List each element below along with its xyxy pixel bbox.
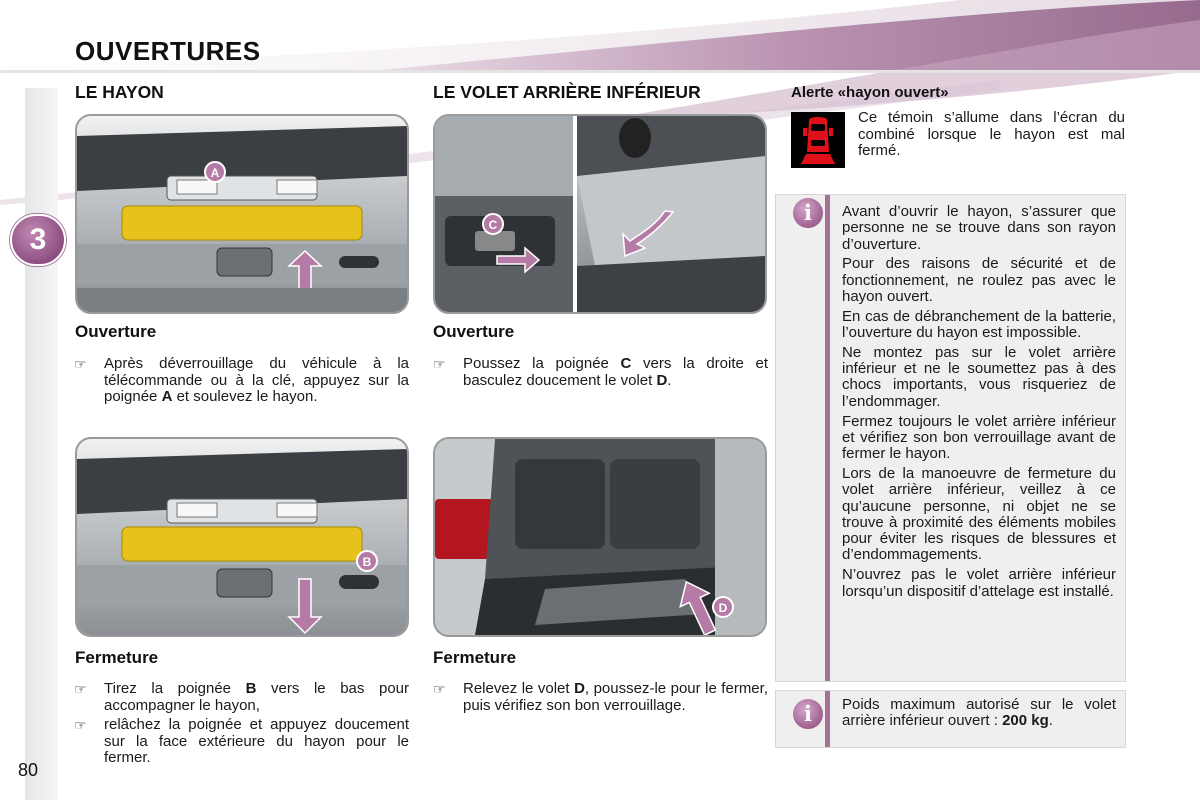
volet-close-heading: Fermeture <box>433 648 517 667</box>
pointing-hand-icon: ☞ <box>74 681 87 697</box>
volet-open-instruction: ☞ Poussez la poignée C vers la droite et basculez doucement le volet D. <box>433 355 768 389</box>
hayon-open-heading: Ouverture <box>75 322 157 341</box>
hayon-section-title: LE HAYON <box>75 82 164 102</box>
info-paragraph: N’ouvrez pas le volet arrière inférieur lorsqu’un dispositif d’attelage est installé. <box>842 566 1116 600</box>
info-paragraph: Ne montez pas sur le volet arrière inférieur et ne le soumettez pas à des chocs importants, vous risqueriez de l’endommager. <box>842 343 1116 410</box>
pointing-hand-icon: ☞ <box>74 356 87 372</box>
hayon-open-instruction: ☞ Après déverrouillage du véhicule à la télécommande ou à la clé, appuyez sur la poignée A et soulevez le hayon. <box>74 355 409 405</box>
margin-band <box>25 88 58 800</box>
volet-open-photo <box>433 114 767 314</box>
info-paragraph: Pour des raisons de sécurité et de fonctionnement, ne roulez pas avec le hayon ouvert. <box>842 255 1116 305</box>
info-box-weight-text: Poids maximum autorisé sur le volet arrière inférieur ouvert : 200 kg. <box>842 696 1116 730</box>
page-number: 80 <box>18 760 39 780</box>
hayon-open-photo <box>75 114 409 314</box>
volet-close-photo <box>433 437 767 637</box>
hayon-close-instruction-1: ☞ Tirez la poignée B vers le bas pour accompagner le hayon, <box>74 680 409 714</box>
max-weight-value: 200 kg <box>1002 712 1049 730</box>
alert-title: Alerte «hayon ouvert» <box>791 84 949 101</box>
alert-text: Ce témoin s’allume dans l’écran du combiné lorsque le hayon est mal fermé. <box>858 109 1125 159</box>
car-open-tailgate-icon <box>791 112 845 168</box>
photo-label-d: D <box>718 601 728 615</box>
volet-close-instruction: ☞ Relevez le volet D, poussez-le pour le fermer, puis vérifiez son bon verrouillage. <box>433 680 768 714</box>
hayon-close-photo <box>75 437 409 637</box>
chapter-tab <box>10 214 66 266</box>
info-icon: i <box>793 699 823 729</box>
photo-label-a: A <box>210 166 220 180</box>
volet-open-heading: Ouverture <box>433 322 515 341</box>
info-paragraph: En cas de débranchement de la batterie, l’ouverture du hayon est impossible. <box>842 307 1116 342</box>
info-box-stripe <box>825 195 830 681</box>
pointing-hand-icon: ☞ <box>433 681 446 697</box>
volet-section-title: LE VOLET ARRIÈRE INFÉRIEUR <box>433 82 701 102</box>
page-title: OUVERTURES <box>75 36 261 66</box>
hayon-close-heading: Fermeture <box>75 648 159 667</box>
info-icon: i <box>793 198 823 228</box>
info-paragraph: Fermez toujours le volet arrière inférieur et vérifiez son bon verrouillage avant de fermer le hayon. <box>842 412 1116 463</box>
pointing-hand-icon: ☞ <box>74 717 87 733</box>
info-box-stripe <box>825 691 830 747</box>
hayon-close-instruction-2: ☞ relâchez la poignée et appuyez doucement sur la face extérieure du hayon pour le fermer. <box>74 716 409 766</box>
info-paragraph: Lors de la manoeuvre de fermeture du volet arrière inférieur, veillez à ce qu’aucune personne, ni objet ne se trouve à proximité des éléments mobiles pour éviter les risques de blessures et d’endommagements. <box>842 464 1116 564</box>
info-paragraph: Avant d’ouvrir le hayon, s’assurer que personne ne se trouve dans son rayon d’ouverture. <box>842 203 1116 253</box>
photo-label-b: B <box>362 555 372 569</box>
photo-label-c: C <box>488 218 498 232</box>
info-box-safety-text <box>842 204 1116 603</box>
chapter-number: 3 <box>29 223 47 256</box>
pointing-hand-icon: ☞ <box>433 356 446 372</box>
